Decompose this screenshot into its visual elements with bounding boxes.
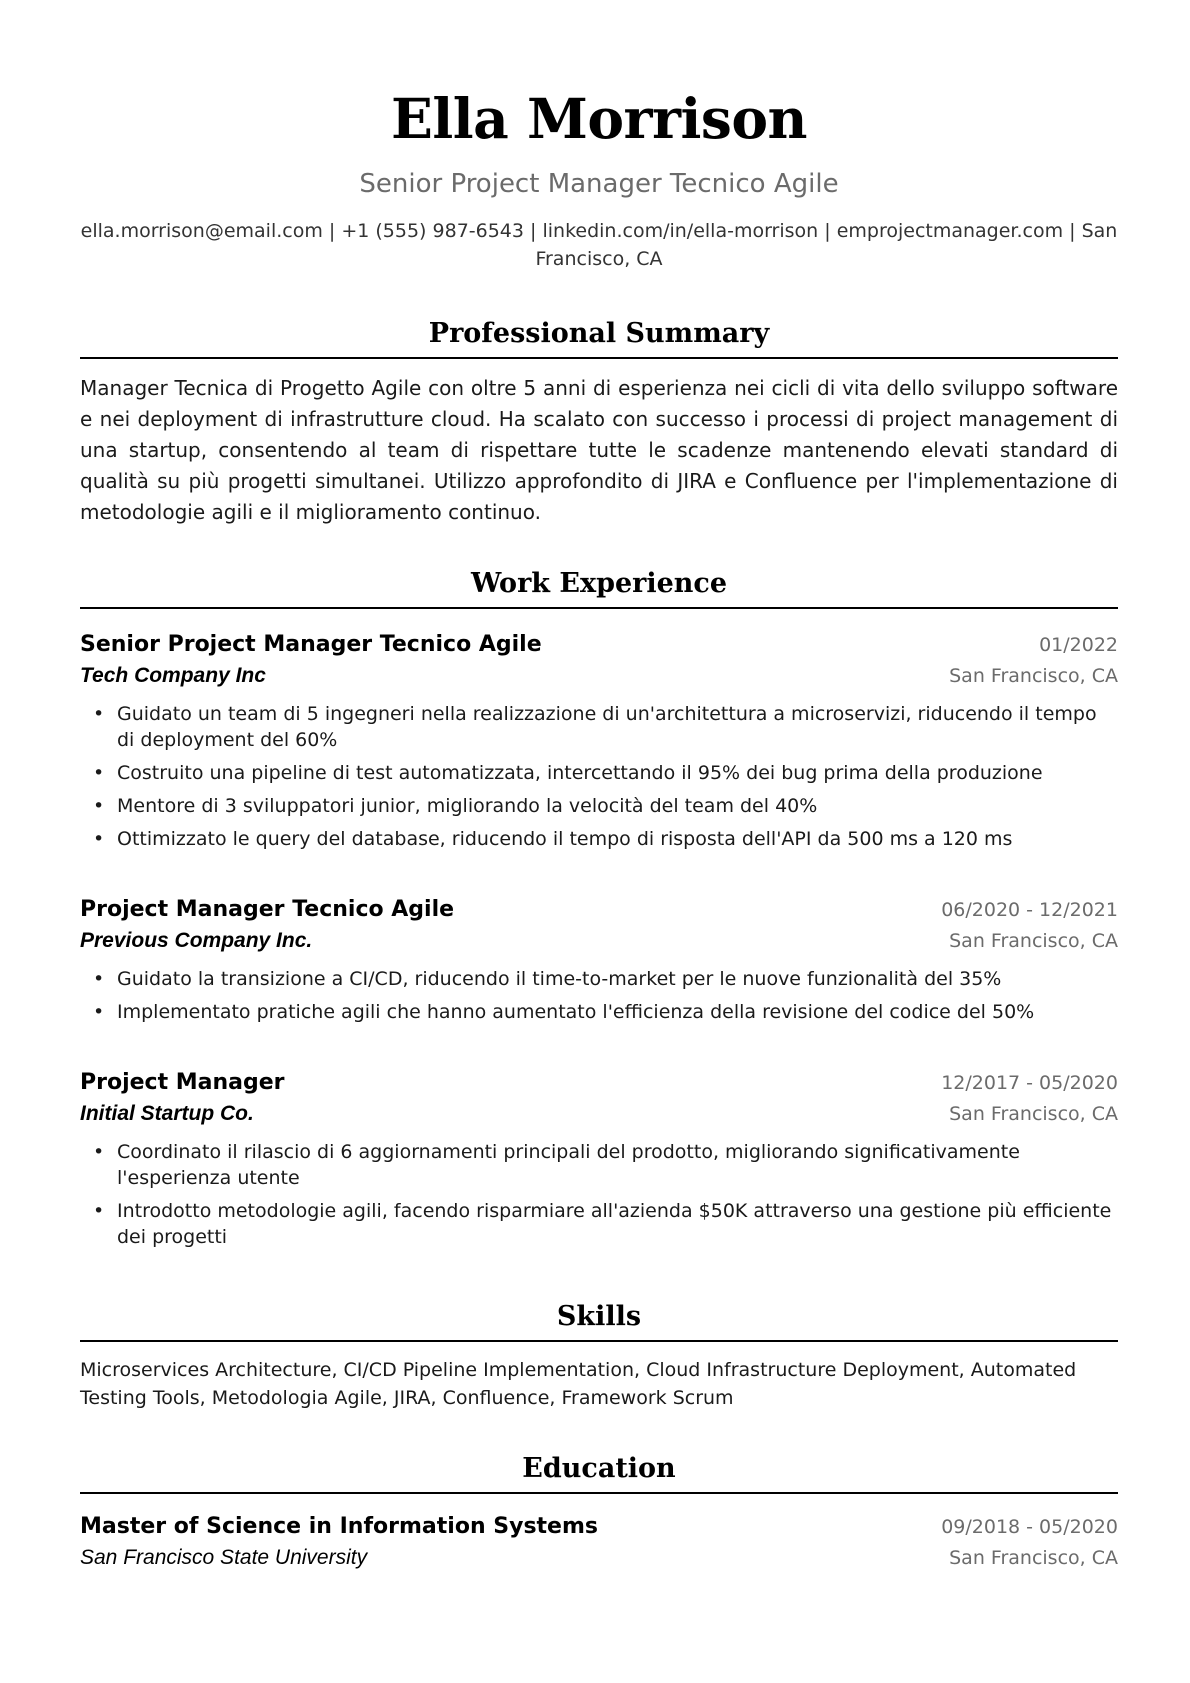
candidate-name: Ella Morrison	[390, 86, 808, 151]
job-entry	[80, 1067, 1118, 1250]
job-location: San Francisco, CA	[949, 930, 1118, 952]
job-title: Senior Project Manager Tecnico Agile	[80, 632, 542, 657]
bullet-item: • Guidato la transizione a CI/CD, riducendo il time-to-market per le nuove funzionalità del 35%	[80, 966, 1118, 992]
summary-text: Manager Tecnica di Progetto Agile con oltre 5 anni di esperienza nei cicli di vita dello sviluppo software e nei deployment di infrastrutture cloud. Ha scalato con successo i processi di project management di una startup, consentendo al team di rispettare tutte le scadenze mantenendo elevati standard di qualità su più progetti simultanei. Utilizzo approfondito di JIRA e Confluence per l'implementazione di metodologie agili e il miglioramento continuo.	[80, 376, 1118, 524]
job-title: Project Manager Tecnico Agile	[80, 897, 455, 922]
section-heading-education: Education	[80, 1450, 1118, 1494]
job-location: San Francisco, CA	[949, 1103, 1118, 1125]
job-company: Initial Startup Co.	[80, 1102, 254, 1125]
job-bullets	[80, 701, 1118, 852]
job-entry	[80, 894, 1118, 1025]
contact-line: ella.morrison@email.com | +1 (555) 987-6543 | linkedin.com/in/ella-morrison | emprojectmanager.com | San Francisco, CA	[80, 220, 1118, 270]
bullet-item: • Costruito una pipeline di test automatizzata, intercettando il 95% dei bug prima della produzione	[80, 760, 1118, 786]
education-date: 09/2018 - 05/2020	[941, 1516, 1118, 1538]
job-date: 01/2022	[1039, 634, 1118, 656]
bullet-item: • Guidato un team di 5 ingegneri nella realizzazione di un'architettura a microservizi, riducendo il tempo di deployment del 60%	[80, 701, 1118, 753]
job-title: Project Manager	[80, 1070, 285, 1095]
bullet-item: • Coordinato il rilascio di 6 aggiornamenti principali del prodotto, migliorando significativamente l'esperienza utente	[80, 1139, 1118, 1191]
job-bullets	[80, 1139, 1118, 1250]
education-school: San Francisco State University	[80, 1546, 368, 1569]
bullet-item: • Ottimizzato le query del database, riducendo il tempo di risposta dell'API da 500 ms a 120 ms	[80, 826, 1118, 852]
job-bullets	[80, 966, 1118, 1025]
job-date: 12/2017 - 05/2020	[941, 1072, 1118, 1094]
job-company: Tech Company Inc	[80, 664, 266, 687]
education-entry	[80, 1511, 1118, 1573]
bullet-item: • Mentore di 3 sviluppatori junior, migliorando la velocità del team del 40%	[80, 793, 1118, 819]
candidate-title: Senior Project Manager Tecnico Agile	[359, 169, 839, 199]
job-company: Previous Company Inc.	[80, 929, 313, 952]
education-degree: Master of Science in Information Systems	[80, 1514, 598, 1539]
section-heading-skills: Skills	[80, 1298, 1118, 1342]
job-entry	[80, 629, 1118, 852]
bullet-item: • Introdotto metodologie agili, facendo risparmiare all'azienda $50K attraverso una gestione più efficiente dei progetti	[80, 1198, 1118, 1250]
education-location: San Francisco, CA	[949, 1547, 1118, 1569]
job-date: 06/2020 - 12/2021	[941, 899, 1118, 921]
resume-page	[80, 0, 1118, 1573]
section-heading-work-experience: Work Experience	[80, 565, 1118, 609]
bullet-item: • Implementato pratiche agili che hanno aumentato l'efficienza della revisione del codice del 50%	[80, 999, 1118, 1025]
section-heading-summary: Professional Summary	[80, 315, 1118, 359]
skills-text: Microservices Architecture, CI/CD Pipeline Implementation, Cloud Infrastructure Deployment, Automated Testing Tools, Metodologia Agile, JIRA, Confluence, Framework Scrum	[80, 1359, 1077, 1409]
job-location: San Francisco, CA	[949, 665, 1118, 687]
